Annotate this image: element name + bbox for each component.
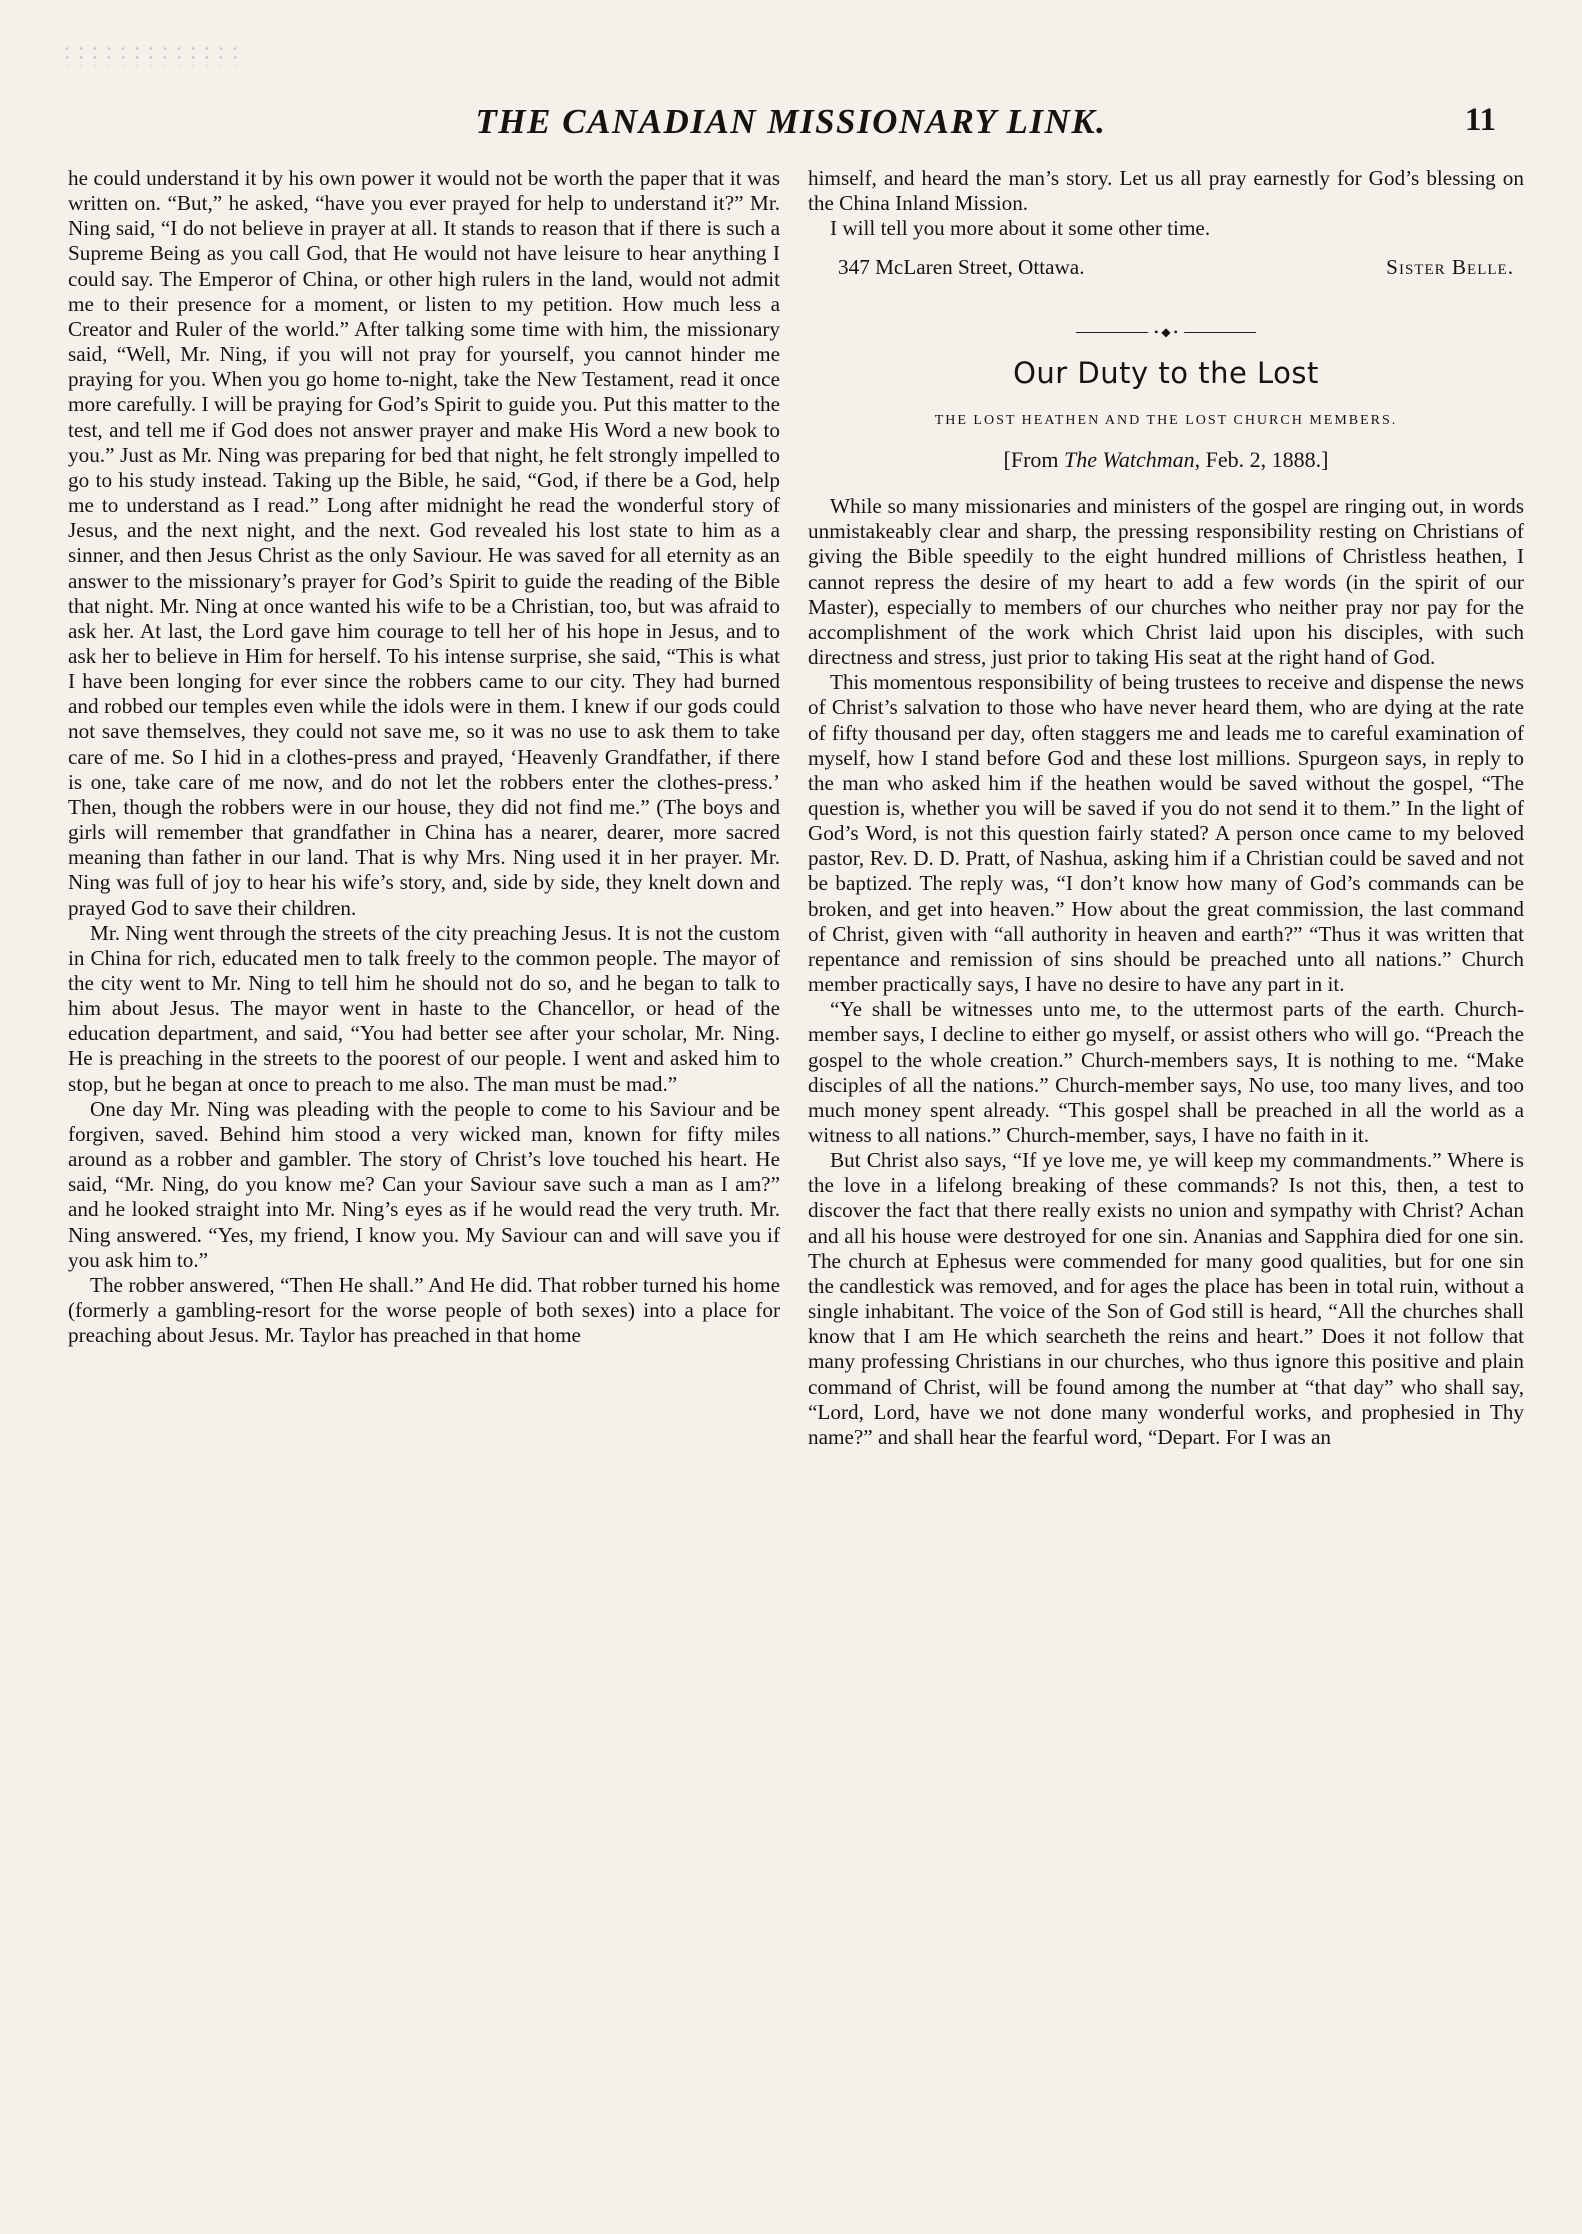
paragraph: “Ye shall be witnesses unto me, to the uttermost parts of the earth. Church-member says, I decline to either go myself, or assist others who will go. “Preach the gospel to the whole creation.” Church-members says, It is nothing to me. “Make disciples of all the nations.” Church-member says, No use, too many lives, and too much money spent already. “This gospel shall be preached in all the world as a witness to all nations.” Church-member, says, I have no faith in it. — [808, 997, 1524, 1147]
article-title: Our Duty to the Lost — [1013, 355, 1319, 390]
separator-ornament: • ◆ • — [1148, 326, 1184, 338]
page-header — [0, 96, 1582, 156]
paragraph: This momentous responsibility of being trustees to receive and dispense the news of Christ’s salvation to those who have never heard them, who are dying at the rate of fifty thousand per day, often staggers me and leads me to careful examination of myself, how I stand before God and these lost millions. Spurgeon says, in reply to the man who asked him if the heathen would be saved without the gospel, “The question is, whether you will be saved if you do not send it to them.” In the light of God’s Word, is not this question fairly stated? A person once came to my beloved pastor, Rev. D. D. Pratt, of Nashua, asking him if a Christian could be saved and not be baptized. The reply was, “I don’t know how many of God’s commands can be broken, and get into heaven.” How about the great commission, the last command of Christ, given with “all authority in heaven and earth?” “Thus it was written that repentance and remission of sins should be preached unto all nations.” Church member practically says, I have no desire to have any part in it. — [808, 670, 1524, 997]
article-source — [808, 447, 1524, 472]
right-column — [808, 166, 1524, 1450]
section-separator — [1076, 325, 1256, 339]
letter-signoff — [808, 255, 1524, 280]
address: 347 McLaren Street, Ottawa. — [838, 255, 1085, 280]
source-close: , Feb. 2, 1888.] — [1194, 446, 1329, 472]
signature: Sister Belle. — [1386, 255, 1514, 280]
paragraph: But Christ also says, “If ye love me, ye will keep my commandments.” Where is the love in a lifelong breaking of these commands? Is not this, then, a test to discover the fact that there really exists no union and sympathy with Christ? Achan and all his house were destroyed for one sin. Ananias and Sapphira died for one sin. The church at Ephesus were commended for many good qualities, but for one sin the candlestick was removed, and for ages the place has been in total ruin, without a single inhabitant. The voice of the Son of God still is heard, “All the churches shall know that I am He which searcheth the reins and heart.” Does it not follow that many professing Christians in our churches, who thus ignore this positive and plain command of Christ, will be found among the number at “that day” who shall say, “Lord, Lord, have we not done many wonderful works, and prophesied in Thy name?” and shall hear the fearful word, “Depart. For I was an — [808, 1148, 1524, 1449]
paragraph: he could understand it by his own power it would not be worth the paper that it was written on. “But,” he asked, “have you ever prayed for help to understand it?” Mr. Ning said, “I do not believe in prayer at all. It stands to reason that if there is such a Supreme Being as you call God, that He would not have leisure to hear anything I could say. The Emperor of China, or other high rulers in the land, would not admit me to their presence for a moment, or listen to my petition. How much less a Creator and Ruler of the world.” After talking some time with him, the missionary said, “Well, Mr. Ning, if you will not pray for yourself, you cannot hinder me praying for you. When you go home to-night, take the New Testament, read it once more carefully. I will be praying for God’s Spirit to guide you. Put this matter to the test, and tell me if God does not answer prayer and make His Word a new book to you.” Just as Mr. Ning was preparing for bed that night, he felt strongly impelled to go to his study instead. Taking up the Bible, he said, “God, if there be a God, help me to understand as I read.” Long after midnight he read the wonderful story of Jesus, and the next night, and the next. God revealed his lost state to him as a sinner, and then Jesus Christ as the only Saviour. He was saved for all eternity as an answer to the missionary’s prayer for God’s Spirit to guide the reading of the Bible that night. Mr. Ning at once wanted his wife to be a Christian, too, but was afraid to ask her. At last, the Lord gave him courage to tell her of his hope in Jesus, and to ask her to believe in Him for herself. To his intense surprise, she said, “This is what I have been longing for ever since the robbers came to our city. They had burned and robbed our temples even while the idols were in them. I knew if our gods could not save themselves, they could not save me, so it was no use to ask them to take care of me. So I hid in a clothes-press and prayed, ‘Heavenly Grandfather, if there is one, take care of me now, and do not let the robbers enter the clothes-press.’ Then, though the robbers were in our house, they did not find me.” (The boys and girls will remember that grandfather in China has a nearer, dearer, more sacred meaning than father in our land. That is why Mrs. Ning used it in her prayer. Mr. Ning was full of joy to hear his wife’s story, and, side by side, they knelt down and prayed God to save their children. — [68, 166, 780, 920]
left-column — [68, 166, 780, 1348]
source-open: [From — [1003, 446, 1065, 472]
running-title: THE CANADIAN MISSIONARY LINK. — [475, 102, 1107, 141]
article-subhead: THE LOST HEATHEN AND THE LOST CHURCH MEMBERS. — [934, 412, 1398, 428]
print-speckle — [60, 44, 240, 66]
paragraph: I will tell you more about it some other time. — [830, 216, 1211, 241]
page-number: 11 — [1464, 102, 1496, 138]
paragraph: While so many missionaries and ministers of the gospel are ringing out, in words unmistakeably clear and sharp, the pressing responsibility resting on Christians of giving the Bible speedily to the eight hundred millions of Christless heathen, I cannot repress the desire of my heart to add a few words (in the spirit of our Master), especially to members of our churches who neither pray nor pay for the accomplishment of the work which Christ laid upon his disciples, with such directness and stress, just prior to taking His seat at the right hand of God. — [808, 494, 1524, 670]
paragraph: himself, and heard the man’s story. Let us all pray earnestly for God’s blessing on the China Inland Mission. — [808, 166, 1524, 216]
paragraph: The robber answered, “Then He shall.” And He did. That robber turned his home (formerly a gambling-resort for the worse people of both sexes) into a place for preaching about Jesus. Mr. Taylor has preached in that home — [68, 1272, 780, 1348]
paragraph: Mr. Ning went through the streets of the city preaching Jesus. It is not the custom in China for rich, educated men to talk freely to the common people. The mayor of the city went to Mr. Ning to tell him he should not do so, and he began to talk to him about Jesus. The mayor went in haste to the Chancellor, or head of the education department, and said, “You had better see after your scholar, Mr. Ning. He is preaching in the streets to the poorest of our people. I went and asked him to stop, but he began at once to preach to me also. The man must be mad.” — [68, 920, 780, 1096]
paragraph: One day Mr. Ning was pleading with the people to come to his Saviour and be forgiven, saved. Behind him stood a very wicked man, known for fifty miles around as a robber and gambler. The story of Christ’s love touched his heart. He said, “Mr. Ning, do you know me? Can your Saviour save such a man as I am?” and he looked straight into Mr. Ning’s eyes as if he would read the very truth. Mr. Ning answered. “Yes, my friend, I know you. My Saviour can and will save you if you ask him to.” — [68, 1096, 780, 1272]
source-publication: The Watchman — [1064, 446, 1195, 472]
